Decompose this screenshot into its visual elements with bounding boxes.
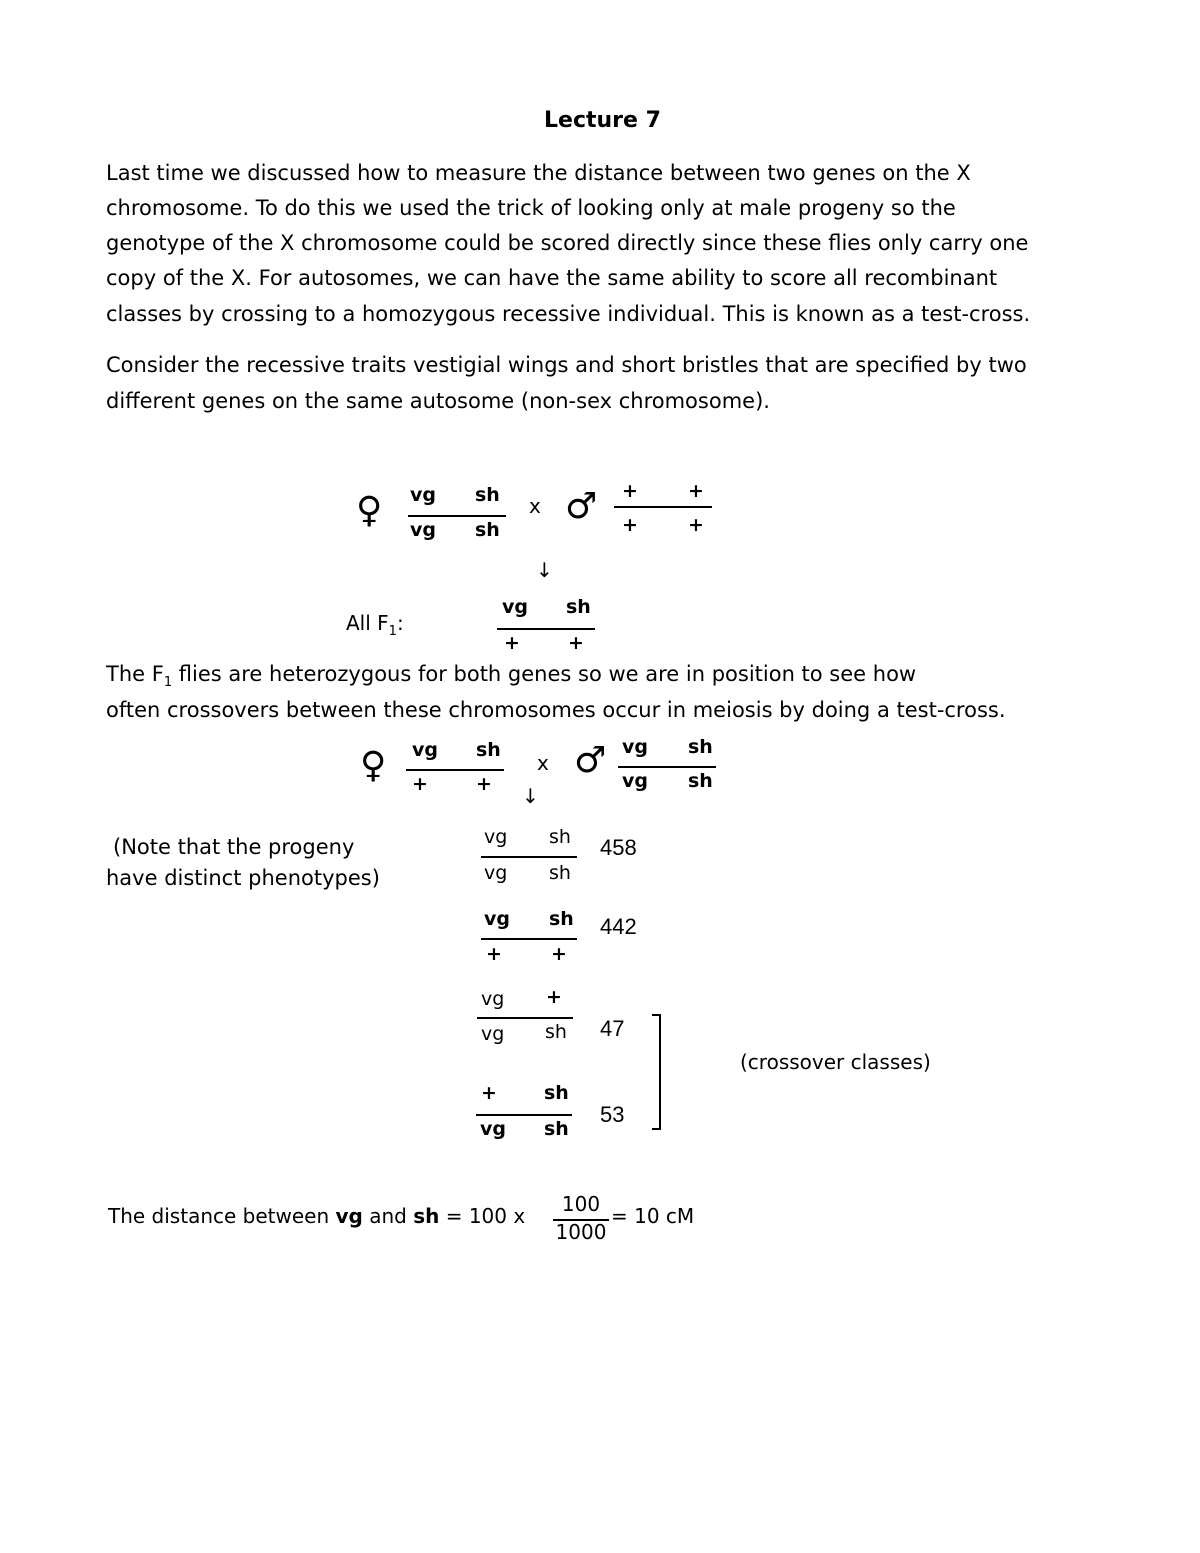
allele-sh: sh xyxy=(549,862,571,884)
chromosome-bar xyxy=(614,506,712,508)
allele-plus: + xyxy=(568,632,584,654)
allele-plus: + xyxy=(412,773,428,795)
chromosome-bar xyxy=(477,1017,573,1019)
progeny-count: 47 xyxy=(600,1016,625,1041)
allele-vg: vg xyxy=(410,484,436,506)
text-line: Consider the recessive traits vestigial wings and short bristles that are specified by two xyxy=(106,353,1027,377)
progeny-count: 442 xyxy=(600,914,637,939)
allele-sh: sh xyxy=(688,770,713,792)
allele-vg: vg xyxy=(412,739,438,761)
allele-plus: + xyxy=(504,632,520,654)
text-line: classes by crossing to a homozygous recessive individual. This is known as a test-cross. xyxy=(106,302,1031,326)
fraction-denominator: 1000 xyxy=(555,1220,607,1244)
progeny-count: 53 xyxy=(600,1102,625,1127)
allele-vg: vg xyxy=(502,596,528,618)
allele-plus: + xyxy=(551,943,567,965)
allele-vg: vg xyxy=(484,908,510,930)
fraction-numerator: 100 xyxy=(561,1192,601,1216)
chromosome-bar xyxy=(618,766,716,768)
allele-vg: vg xyxy=(484,826,508,848)
allele-vg: vg xyxy=(480,1118,506,1140)
chromosome-bar xyxy=(481,856,577,858)
allele-plus: + xyxy=(622,514,638,536)
allele-sh: sh xyxy=(475,519,500,541)
chromosome-bar xyxy=(406,769,504,771)
chromosome-bar xyxy=(497,628,595,630)
allele-plus: + xyxy=(622,480,638,502)
crossover-bracket xyxy=(652,1014,661,1130)
text-line: (Note that the progeny xyxy=(113,835,355,859)
down-arrow-icon: ↓ xyxy=(522,784,539,808)
text-line: The $F_1$ flies are heterozygous for both genes so we are in position to see how xyxy=(106,662,917,691)
allele-sh: sh xyxy=(545,1021,567,1043)
chromosome-bar xyxy=(408,515,506,517)
male-symbol-icon: ♂ xyxy=(574,740,607,781)
cross-symbol: x xyxy=(529,494,541,518)
allele-plus: + xyxy=(486,943,502,965)
text-line: often crossovers between these chromosomes occur in meiosis by doing a test-cross. xyxy=(106,698,1006,722)
allele-sh: sh xyxy=(566,596,591,618)
text-line: genotype of the X chromosome could be scored directly since these flies only carry one xyxy=(106,231,1029,255)
allele-sh: sh xyxy=(544,1118,569,1140)
allele-vg: vg xyxy=(410,519,436,541)
allele-plus: + xyxy=(481,1082,497,1104)
allele-vg: vg xyxy=(484,862,508,884)
allele-sh: sh xyxy=(476,739,501,761)
text-line: Last time we discussed how to measure the distance between two genes on the X xyxy=(106,161,971,185)
chromosome-bar xyxy=(476,1114,572,1116)
allele-sh: sh xyxy=(688,736,713,758)
text-line: have distinct phenotypes) xyxy=(106,866,380,890)
allele-plus: + xyxy=(688,514,704,536)
male-symbol-icon: ♂ xyxy=(565,486,598,527)
text-line: chromosome. To do this we used the trick of looking only at male progeny so the xyxy=(106,196,956,220)
allele-plus: + xyxy=(476,773,492,795)
female-symbol-icon: ♀ xyxy=(356,490,383,531)
cross-symbol: x xyxy=(537,751,549,775)
allele-vg: vg xyxy=(622,770,648,792)
allele-sh: sh xyxy=(475,484,500,506)
allele-plus: + xyxy=(688,480,704,502)
chromosome-bar xyxy=(481,938,577,940)
allele-vg: vg xyxy=(622,736,648,758)
allele-sh: sh xyxy=(549,908,574,930)
female-symbol-icon: ♀ xyxy=(360,745,387,786)
page-title: Lecture 7 xyxy=(544,108,661,133)
text-line: different genes on the same autosome (non-sex chromosome). xyxy=(106,389,770,413)
crossover-label: (crossover classes) xyxy=(740,1050,931,1074)
down-arrow-icon: ↓ xyxy=(536,558,553,582)
formula-result: = 10 cM xyxy=(611,1204,695,1228)
formula-text: The distance between vg and sh = 100 x xyxy=(108,1204,526,1228)
allele-vg: vg xyxy=(481,1023,505,1045)
allele-sh: sh xyxy=(549,826,571,848)
f1-label: All $F_1$: xyxy=(346,611,404,639)
allele-plus: + xyxy=(546,986,562,1008)
text-line: copy of the X. For autosomes, we can have the same ability to score all recombinant xyxy=(106,266,998,290)
allele-sh: sh xyxy=(544,1082,569,1104)
progeny-count: 458 xyxy=(600,835,637,860)
allele-vg: vg xyxy=(481,988,505,1010)
